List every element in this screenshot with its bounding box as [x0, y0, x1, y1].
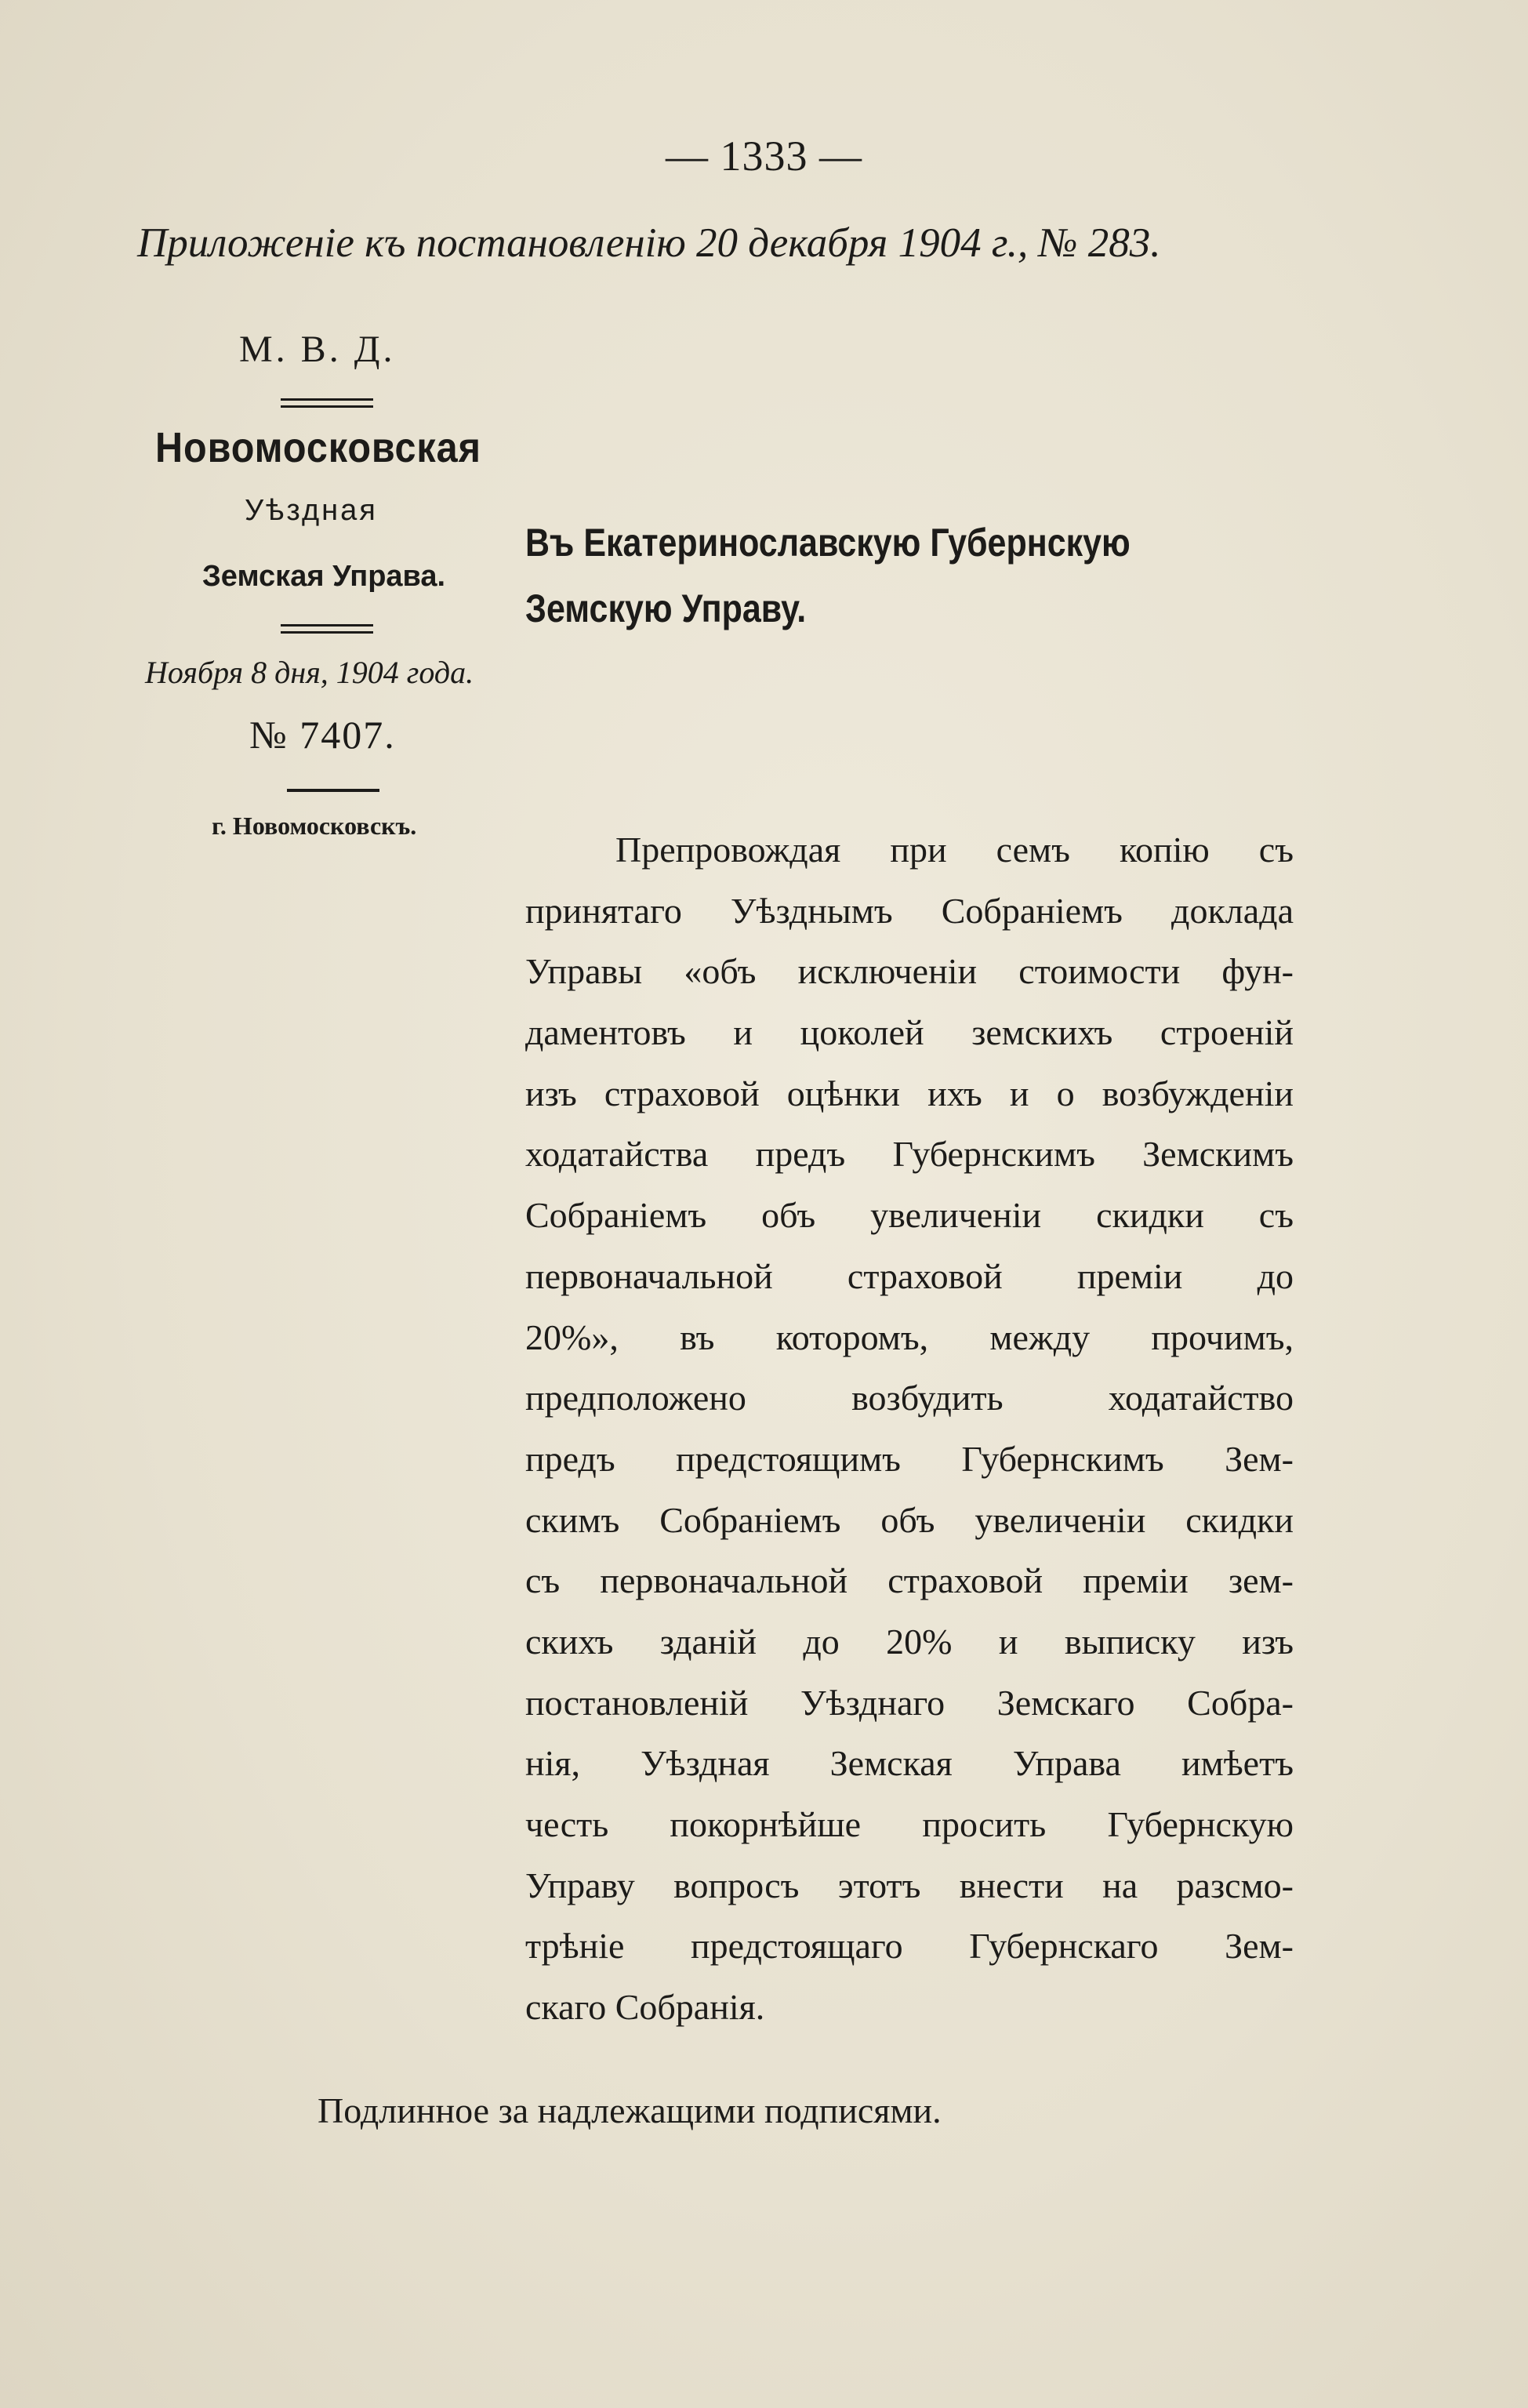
body-line: Управу вопросъ этотъ внести на разсмо-: [525, 1865, 1294, 1905]
body-line: скаго Собранія.: [525, 1987, 765, 2028]
organization-name: Новомосковская: [155, 424, 481, 471]
appendix-text: Приложеніе къ постановленію 20 декабря 1904 г.,: [137, 220, 1029, 266]
page-number: — 1333 —: [666, 133, 862, 180]
body-line: честь покорнѣйше просить Губернскую: [525, 1804, 1294, 1844]
body-line: изъ страховой оцѣнки ихъ и о возбужденіи: [525, 1073, 1294, 1113]
letter-body: [525, 819, 1294, 2038]
body-line: 20%», въ которомъ, между прочимъ,: [525, 1317, 1294, 1357]
divider-double: [281, 624, 373, 634]
organization-body: Земская Управа.: [202, 560, 446, 593]
addressee-line: Земскую Управу.: [525, 587, 807, 630]
body-line: нія, Уѣздная Земская Управа имѣетъ: [525, 1743, 1294, 1784]
body-line: съ первоначальной страховой преміи зем-: [525, 1560, 1294, 1601]
body-line: предположено возбудить ходатайство: [525, 1378, 1294, 1418]
reference-number: № 7407.: [249, 713, 396, 757]
body-line: Управы «объ исключеніи стоимости фун-: [525, 951, 1294, 992]
body-line: ходатайства предъ Губернскимъ Земскимъ: [525, 1134, 1294, 1175]
body-line: первоначальной страховой преміи до: [525, 1255, 1294, 1296]
appendix-reference: [137, 220, 1274, 267]
city-name: г. Новомосковскъ.: [212, 812, 417, 840]
organization-subtitle: Уѣздная: [245, 494, 378, 527]
addressee-line: Въ Екатеринославскую Губернскую: [525, 521, 1131, 565]
body-line: Препровождая при семъ копію съ: [615, 830, 1294, 870]
letter-date: Ноября 8 дня, 1904 года.: [145, 655, 474, 690]
body-line: скихъ зданій до 20% и выписку изъ: [525, 1621, 1294, 1662]
body-line: постановленій Уѣзднаго Земскаго Собра-: [525, 1682, 1294, 1723]
body-line: предъ предстоящимъ Губернскимъ Зем-: [525, 1438, 1294, 1479]
divider-double: [281, 398, 373, 408]
closing-note: Подлинное за надлежащими подписями.: [318, 2090, 942, 2130]
body-line: даментовъ и цоколей земскихъ строеній: [525, 1012, 1294, 1053]
divider-single: [287, 789, 379, 792]
body-line: принятаго Уѣзднымъ Собраніемъ доклада: [525, 890, 1294, 931]
addressee: [525, 510, 1200, 641]
ministry-abbreviation: М. В. Д.: [239, 329, 396, 370]
body-line: скимъ Собраніемъ объ увеличеніи скидки: [525, 1499, 1294, 1540]
body-line: Собраніемъ объ увеличеніи скидки съ: [525, 1195, 1294, 1236]
body-line: трѣніе предстоящаго Губернскаго Зем-: [525, 1926, 1294, 1967]
appendix-number: № 283.: [1038, 220, 1161, 266]
